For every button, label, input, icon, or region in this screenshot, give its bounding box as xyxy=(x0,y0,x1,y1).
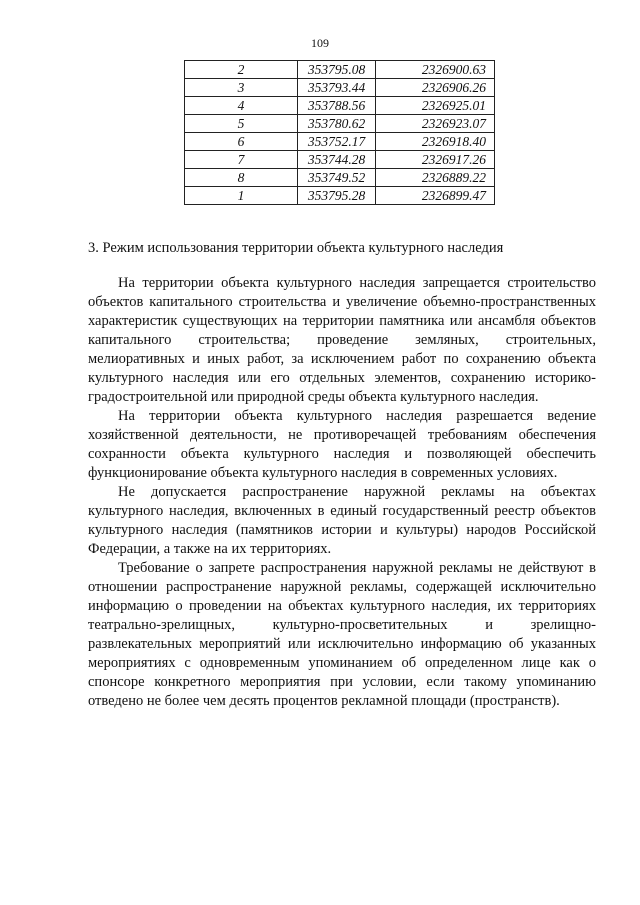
x-coordinate-cell: 353795.08 xyxy=(298,61,376,79)
coordinate-table xyxy=(184,60,495,205)
paragraph: На территории объекта культурного наследия запрещается строительство объектов капитального строительства и увеличение объемно-пространственных характеристик существующих на территории памятника или ансамбля объектов капитального строительства; проведение земляных, строительных, мелиоративных и иных работ, за исключением работ по сохранению объекта культурного наследия или его отдельных элементов, сохранению историко-градостроительной или природной среды объекта культурного наследия. xyxy=(88,275,596,405)
y-coordinate-cell: 2326923.07 xyxy=(376,115,495,133)
y-coordinate-cell: 2326899.47 xyxy=(376,187,495,205)
y-coordinate-cell: 2326906.26 xyxy=(376,79,495,97)
point-number-cell: 7 xyxy=(185,151,298,169)
table-row xyxy=(185,61,495,79)
table-row xyxy=(185,169,495,187)
point-number-cell: 2 xyxy=(185,61,298,79)
y-coordinate-cell: 2326900.63 xyxy=(376,61,495,79)
y-coordinate-cell: 2326918.40 xyxy=(376,133,495,151)
point-number-cell: 3 xyxy=(185,79,298,97)
y-coordinate-cell: 2326917.26 xyxy=(376,151,495,169)
x-coordinate-cell: 353749.52 xyxy=(298,169,376,187)
paragraph: На территории объекта культурного наследия разрешается ведение хозяйственной деятельности, не противоречащей требованиям обеспечения сохранности объекта культурного наследия и позволяющей обеспечить функционирование объекта культурного наследия в современных условиях. xyxy=(88,408,596,481)
x-coordinate-cell: 353788.56 xyxy=(298,97,376,115)
x-coordinate-cell: 353793.44 xyxy=(298,79,376,97)
section-heading: 3. Режим использования территории объекта культурного наследия xyxy=(88,240,504,256)
point-number-cell: 8 xyxy=(185,169,298,187)
x-coordinate-cell: 353744.28 xyxy=(298,151,376,169)
table-row xyxy=(185,151,495,169)
point-number-cell: 1 xyxy=(185,187,298,205)
table-row xyxy=(185,79,495,97)
paragraph: Требование о запрете распространения наружной рекламы не действуют в отношении распространение наружной рекламы, содержащей исключительно информацию о проведении на объектах культурного наследия, их территориях театрально-зрелищных, культурно-просветительных и зрелищно-развлекательных мероприятий или исключительно информацию об указанных мероприятиях с одновременным упоминанием об определенном лице как о спонсоре конкретного мероприятия при условии, если такому упоминанию отведено не более чем десять процентов рекламной площади (пространств). xyxy=(88,560,596,709)
x-coordinate-cell: 353795.28 xyxy=(298,187,376,205)
y-coordinate-cell: 2326925.01 xyxy=(376,97,495,115)
x-coordinate-cell: 353780.62 xyxy=(298,115,376,133)
point-number-cell: 6 xyxy=(185,133,298,151)
page-number: 109 xyxy=(311,36,329,50)
point-number-cell: 4 xyxy=(185,97,298,115)
table-row xyxy=(185,133,495,151)
paragraph: Не допускается распространение наружной рекламы на объектах культурного наследия, включенных в единый государственный реестр объектов культурного наследия (памятников истории и культуры) народов Российской Федерации, а также на их территориях. xyxy=(88,484,596,557)
table-row xyxy=(185,187,495,205)
table-row xyxy=(185,115,495,133)
body-text xyxy=(88,274,596,711)
y-coordinate-cell: 2326889.22 xyxy=(376,169,495,187)
table-row xyxy=(185,97,495,115)
point-number-cell: 5 xyxy=(185,115,298,133)
x-coordinate-cell: 353752.17 xyxy=(298,133,376,151)
